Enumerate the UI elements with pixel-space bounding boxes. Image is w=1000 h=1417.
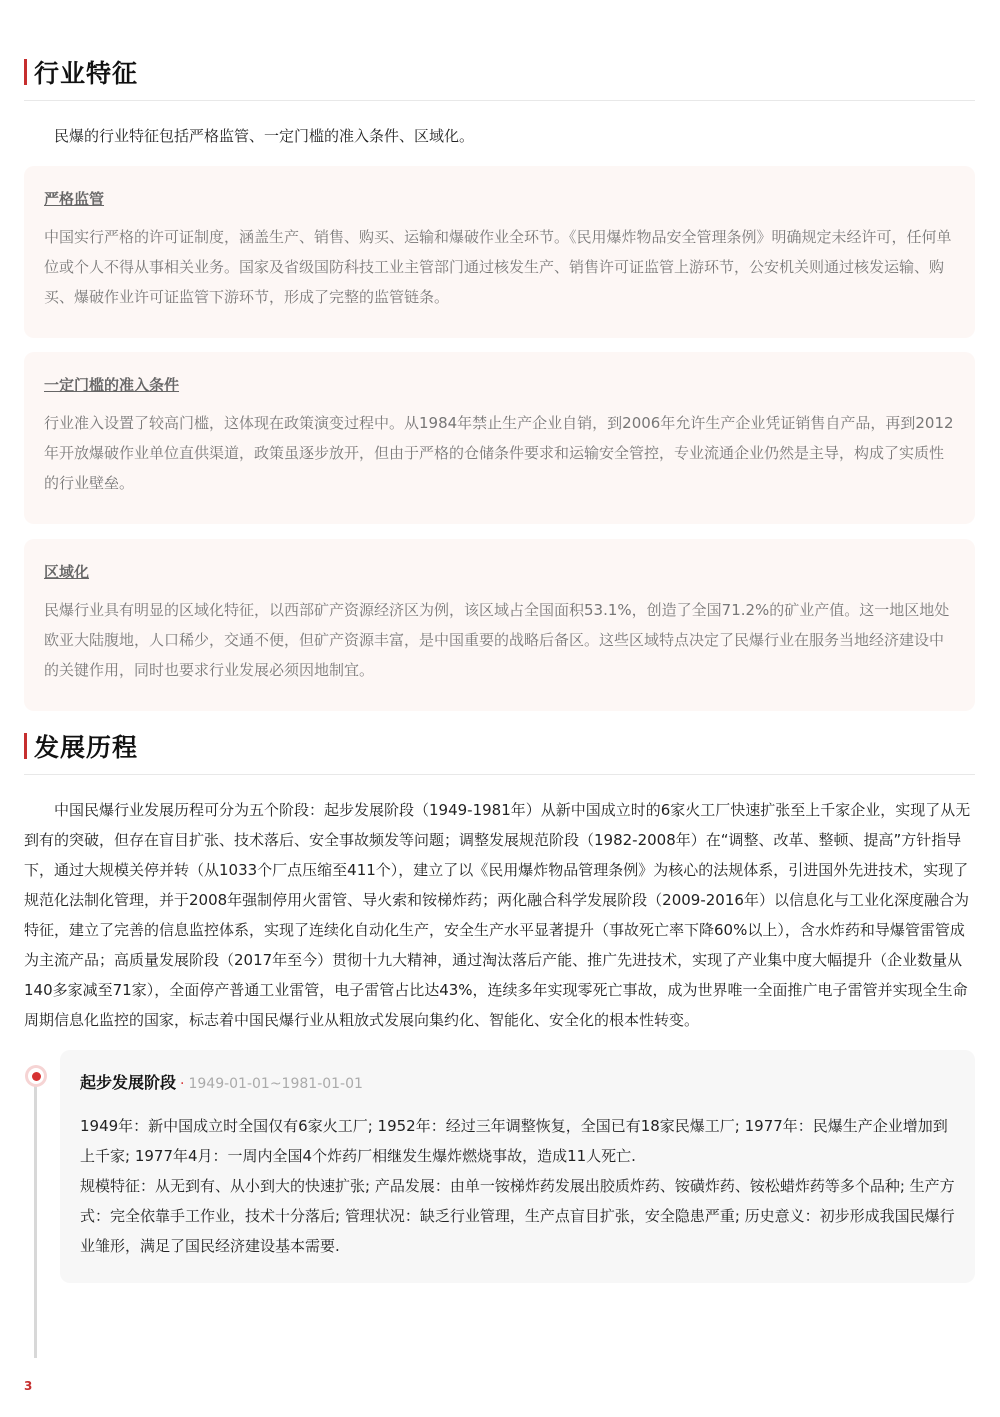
- section-title-features: [24, 50, 975, 101]
- features-intro: 民爆的行业特征包括严格监管、一定门槛的准入条件、区域化。: [54, 127, 475, 145]
- stage-events: 1949年：新中国成立时全国仅有6家火工厂; 1952年：经过三年调整恢复，全国已有18家民爆工厂; 1977年：民爆生产企业增加到上千家; 1977年4月：一周内全国4个炸药厂相继发生爆炸燃烧事故，造成11人死亡.: [80, 1117, 948, 1165]
- title-accent-bar: [24, 733, 27, 759]
- feature-card-regionalization: [24, 539, 975, 711]
- feature-card-body: 中国实行严格的许可证制度，涵盖生产、销售、购买、运输和爆破作业全环节。《民用爆炸物品安全管理条例》明确规定未经许可，任何单位或个人不得从事相关业务。国家及省级国防科技工业主管部门通过核发生产、销售许可证监管上游环节，公安机关则通过核发运输、购买、爆破作业许可证监管下游环节，形成了完整的监管链条。: [44, 228, 952, 306]
- stage-separator: ·: [180, 1076, 185, 1092]
- stage-name: 起步发展阶段: [80, 1073, 177, 1092]
- feature-card-regulation: [24, 166, 975, 338]
- title-accent-bar: [24, 59, 27, 85]
- feature-card-title: 区域化: [44, 563, 90, 581]
- history-intro: 中国民爆行业发展历程可分为五个阶段：起步发展阶段（1949-1981年）从新中国成立时的6家火工厂快速扩张至上千家企业，实现了从无到有的突破，但存在盲目扩张、技术落后、安全事故频发等问题；调整发展规范阶段（1982-2008年）在“调整、改革、整顿、提高”方针指导下，通过大规模关停并转（从1033个厂点压缩至411个），建立了以《民用爆炸物品管理条例》为核心的法规体系，引进国外先进技术，实现了规范化法制化管理，并于2008年强制停用火雷管、导火索和铵梯炸药；两化融合科学发展阶段（2009-2016年）以信息化与工业化深度融合为特征，建立了完善的信息监控体系，实现了连续化自动化生产，安全生产水平显著提升（事故死亡率下降60%以上），含水炸药和导爆管雷管成为主流产品；高质量发展阶段（2017年至今）贯彻十九大精神，通过淘汰落后产能、推广先进技术，实现了产业集中度大幅提升（企业数量从140多家减至71家），全面停产普通工业雷管，电子雷管占比达43%，连续多年实现零死亡事故，成为世界唯一全面推广电子雷管并实现全生命周期信息化监控的国家，标志着中国民爆行业从粗放式发展向集约化、智能化、安全化的根本性转变。: [24, 801, 971, 1029]
- feature-card-entry-barrier: [24, 352, 975, 524]
- stage-date: 1949-01-01~1981-01-01: [188, 1076, 363, 1092]
- timeline-line: [34, 1078, 37, 1358]
- timeline-stage-card: [60, 1050, 975, 1283]
- timeline-dot: [28, 1068, 44, 1084]
- history-heading: 发展历程: [34, 733, 139, 762]
- stage-header: [80, 1068, 955, 1099]
- feature-card-body: 行业准入设置了较高门槛，这体现在政策演变过程中。从1984年禁止生产企业自销，到2006年允许生产企业凭证销售自产品，再到2012年开放爆破作业单位直供渠道，政策虽逐步放开，但由于严格的仓储条件要求和运输安全管控，专业流通企业仍然是主导，构成了实质性的行业壁垒。: [44, 414, 954, 492]
- feature-card-title: 一定门槛的准入条件: [44, 376, 180, 394]
- section-title-history: [24, 724, 975, 775]
- timeline-dot-core: [32, 1072, 41, 1081]
- features-heading: 行业特征: [34, 59, 139, 88]
- feature-card-body: 民爆行业具有明显的区域化特征，以西部矿产资源经济区为例，该区域占全国面积53.1%，创造了全国71.2%的矿业产值。这一地区地处欧亚大陆腹地，人口稀少，交通不便，但矿产资源丰富，是中国重要的战略后备区。这些区域特点决定了民爆行业在服务当地经济建设中的关键作用，同时也要求行业发展必须因地制宜。: [44, 601, 950, 679]
- feature-card-title: 严格监管: [44, 190, 105, 208]
- stage-summary: 规模特征：从无到有、从小到大的快速扩张; 产品发展：由单一铵梯炸药发展出胶质炸药、铵磺炸药、铵松蜡炸药等多个品种; 生产方式：完全依靠手工作业，技术十分落后; 管理状况：缺乏行业管理，生产点盲目扩张，安全隐患严重; 历史意义：初步形成我国民爆行业雏形，满足了国民经济建设基本需要.: [80, 1177, 955, 1255]
- page-number: 3: [24, 1379, 33, 1393]
